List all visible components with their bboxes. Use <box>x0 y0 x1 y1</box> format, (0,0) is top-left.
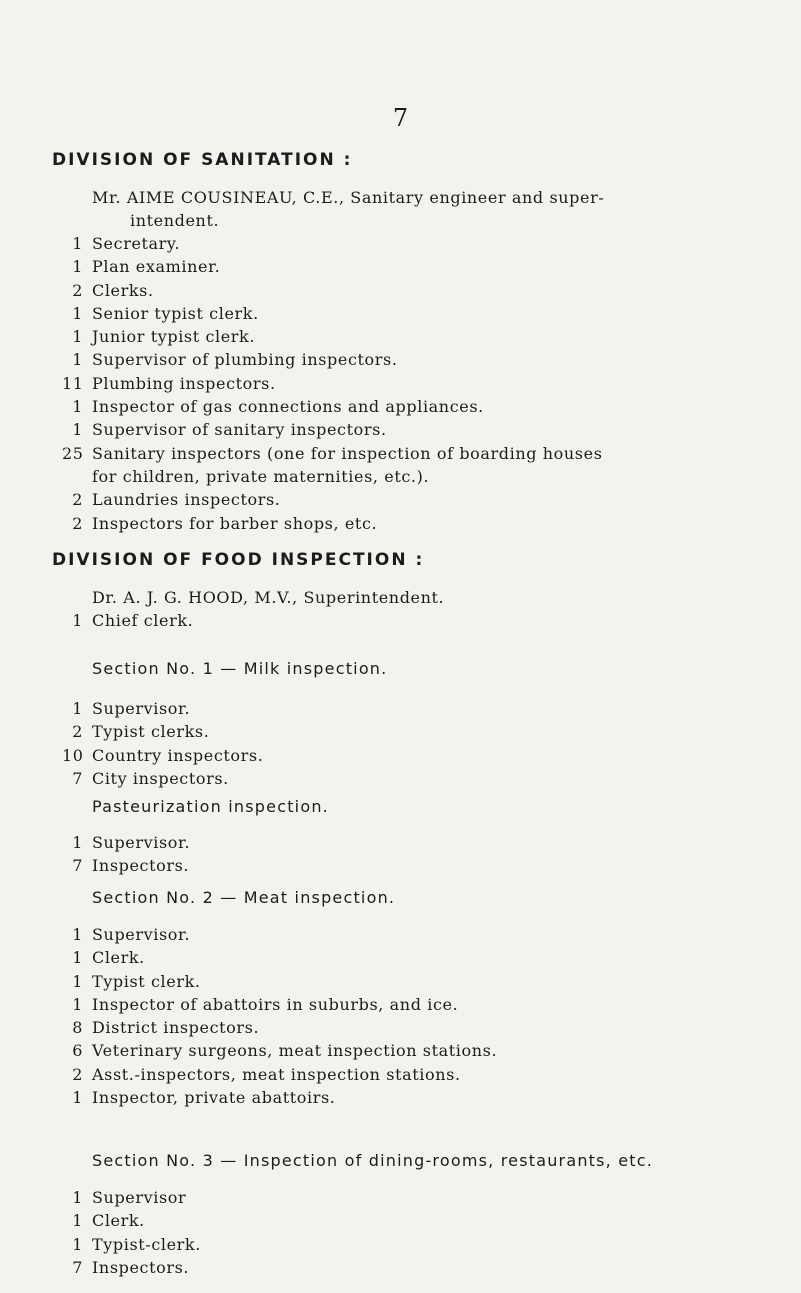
list-item: 1 Supervisor. <box>72 833 191 852</box>
pasteurization-items <box>62 831 190 878</box>
list-item: 1 Junior typist clerk. <box>72 327 256 347</box>
list-item: 7 City inspectors. <box>72 768 229 788</box>
list-item: 10 Country inspectors. <box>62 745 264 765</box>
sanitation-heading: DIVISION OF SANITATION : <box>52 150 353 170</box>
meat-items <box>62 923 497 1109</box>
list-item: 25 Sanitary inspectors (one for inspection of boarding houses <box>62 443 603 463</box>
meat-section-heading: Section No. 2 — Meat inspection. <box>92 888 396 907</box>
milk-items <box>62 697 263 790</box>
dining-items <box>62 1186 201 1279</box>
list-item: 1 Senior typist clerk. <box>72 303 259 323</box>
list-item: 1 Typist-clerk. <box>72 1234 201 1254</box>
list-item: 2 Laundries inspectors. <box>72 490 281 510</box>
list-item: 1 Clerk. <box>72 1211 145 1231</box>
list-item: 1 Clerk. <box>72 948 145 968</box>
list-item: 1 Supervisor. <box>72 925 191 944</box>
dining-section-heading: Section No. 3 — Inspection of dining-rooms, restaurants, etc. <box>92 1151 654 1170</box>
list-item: 2 Asst.-inspectors, meat inspection stations. <box>72 1064 461 1084</box>
list-item: 1 Inspector of gas connections and appliances. <box>72 397 484 417</box>
list-item: 8 District inspectors. <box>72 1018 260 1038</box>
list-item: 1 Chief clerk. <box>72 611 194 630</box>
list-item: 1 Typist clerk. <box>72 971 201 991</box>
list-item: 2 Typist clerks. <box>72 722 210 742</box>
sanitation-superintendent-cont: intendent. <box>130 211 220 231</box>
list-item: 7 Inspectors. <box>72 856 190 876</box>
food-chief-list <box>62 609 193 632</box>
sanitation-items <box>62 232 603 535</box>
list-item: 1 Supervisor of sanitary inspectors. <box>72 420 387 440</box>
list-item-continuation: for children, private maternities, etc.). <box>92 466 430 486</box>
list-item: 1 Supervisor. <box>72 699 191 718</box>
list-item: 2 Inspectors for barber shops, etc. <box>72 513 378 533</box>
list-item: 1 Inspector, private abattoirs. <box>72 1088 336 1108</box>
list-item: 1 Plan examiner. <box>72 257 221 277</box>
list-item: 1 Secretary. <box>72 234 181 253</box>
list-item: 1 Supervisor of plumbing inspectors. <box>72 350 398 370</box>
milk-section-heading: Section No. 1 — Milk inspection. <box>92 659 388 678</box>
list-item: 11 Plumbing inspectors. <box>62 373 276 393</box>
list-item: 6 Veterinary surgeons, meat inspection stations. <box>72 1041 498 1061</box>
sanitation-staff-list <box>92 186 604 233</box>
food-inspection-heading: DIVISION OF FOOD INSPECTION : <box>52 550 425 570</box>
list-item: 1 Supervisor <box>72 1188 187 1207</box>
pasteurization-heading: Pasteurization inspection. <box>92 797 329 816</box>
list-item: 2 Clerks. <box>72 280 154 300</box>
list-item: 7 Inspectors. <box>72 1257 190 1277</box>
food-superintendent: Dr. A. J. G. HOOD, M.V., Superintendent. <box>92 588 445 607</box>
list-item: 1 Inspector of abattoirs in suburbs, and ice. <box>72 994 459 1014</box>
sanitation-superintendent: Mr. AIME COUSINEAU, C.E., Sanitary engineer and super- <box>92 188 605 207</box>
page-number: 7 <box>392 104 409 132</box>
